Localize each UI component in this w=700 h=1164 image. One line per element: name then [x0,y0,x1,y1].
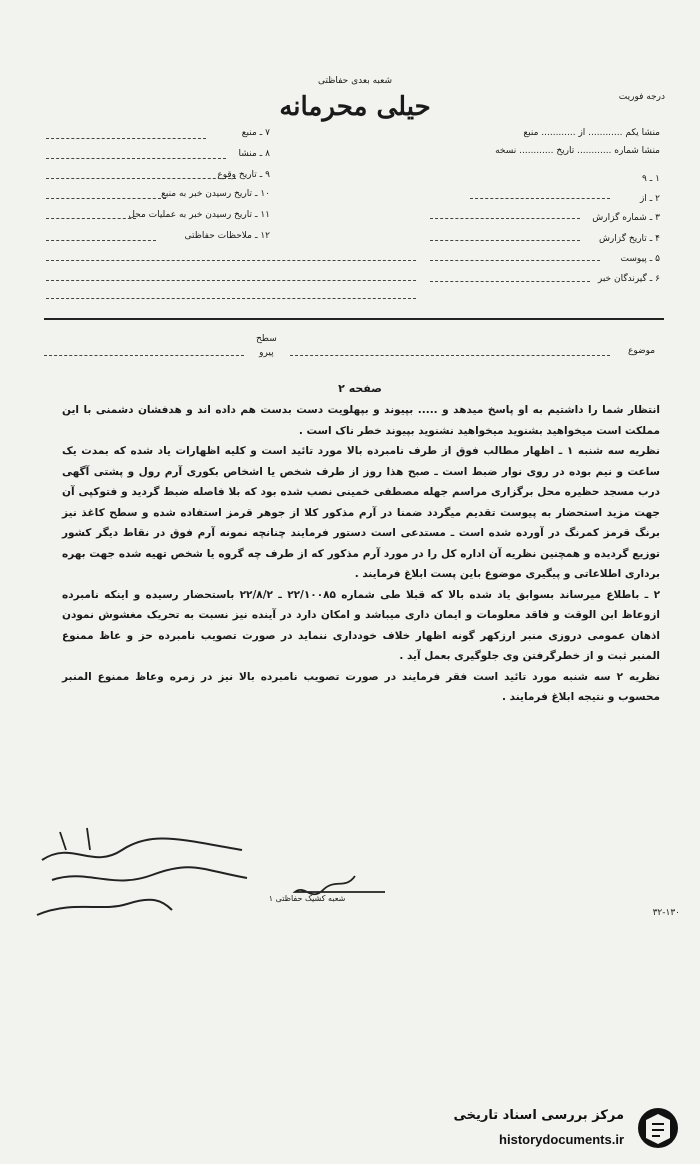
form-dash-line [430,260,600,261]
form-field-12: ۱۲ ـ ملاحظات حفاظتی [184,231,270,241]
department-label: شعبه بعدی حفاظتی [318,76,392,86]
form-dash-line [46,298,416,299]
form-field-3: ۳ ـ شماره گزارش [592,213,660,223]
paragraph: نظریه سه شنبه ۱ ـ اظهار مطالب فوق از طرف نامبرده بالا مورد تائید است و کلیه اظهارات یاد شده که بمدت یک ساعت و نیم بوده در روی نوار ضبط است ـ صبح هذا روز از طرف شخص یا اشخاص بکوری آرم رول و پشتی آگهی درب مسجد حظیره محل برگزاری مراسم جهله مصطفی خمینی نصب شده بود که بلا فاصله ضبط گردید و فتوکپی آن جهت مزید استحضار به پیوست تقدیم میگردد ضمنا در آرم مذکور کلا از جوهر قرمز استفاده شده و سطح کاغذ نیز برنگ قرمز کمرنگ در آورده شده است ـ مستدعی است دستور فرمایند چنانچه نمونه آرم فوق در نقاط دیگر کشور توزیع گردیده و همچنین نظریه آن اداره کل را در مورد آرم مذکور که از طرف چه گروه یا شخص تهیه شده جهت بهره برداری اطلاعاتی و پیگیری موضوع باین پست ابلاغ فرمایند . [62,445,660,580]
handwritten-note-text [32,1000,33,1001]
form-dash-line [430,240,580,241]
form-field-7: ۷ ـ منبع [241,128,270,138]
form-field-8: ۸ ـ منشا [238,149,270,159]
signature-caption: شعبه کشیک حفاظتی ۱ [268,894,346,903]
form-dash-line [46,198,166,199]
archive-logo-icon [630,1104,686,1152]
form-dash-line [46,260,416,261]
form-field-9: ۹ ـ تاریخ وقوع [217,170,270,180]
paragraph: ۲ ـ باطلاع میرساند بسوابق یاد شده بالا که قبلا طی شماره ۲۲/۱۰۰۸۵ ـ ۲۲/۸/۲ باستحضار رسیده و اینکه نامبرده ازوعاظ ابن الوقت و فاقد معلومات و ایمان داری میباشد و امکان دارد در آینده نیز نسبت به تحریک مغشوش نمودن اذهان عمومی دروزی منبر ارزکهر گونه اظهار خلاف خودداری ننماید در صورت تصویب نامبرده حز و عاظ ممنوع المنبر ثبت و از خطرگرفتن وی جلوگیری بعمل آید . [62,588,660,662]
paragraph: انتظار شما را داشتیم به او پاسخ میدهد و ..... بپیوند و بپهلویت دست بدست هم داده اند و هدفشان دشمنی با این مملکت است میخواهید بشنوید میخواهید نشنوید بپیوند خطر ناک است . [62,404,660,437]
form-field-5: ۵ ـ پیوست [620,254,660,264]
watermark-url: historydocuments.ir [499,1132,624,1147]
subject-dash-line [290,355,610,356]
form-dash-line [46,280,416,281]
subject-label: موضوع [628,346,656,356]
handwritten-note [32,820,272,930]
form-field-2: ۲ ـ از [639,194,660,204]
form-field-origin: منشا یکم ............ از ............ منبع [523,128,660,138]
form-field-10: ۱۰ ـ تاریخ رسیدن خبر به منبع [161,189,270,199]
form-field-1: ۱ ـ ۹ [641,174,660,184]
form-field-6: ۶ ـ گیرندگان خبر [597,274,660,284]
form-field-number: منشا شماره ............ تاریخ ............ نسخه [495,146,660,156]
seal-label [256,332,277,360]
form-field-11: ۱۱ ـ تاریخ رسیدن خبر به عملیات محل [128,210,270,220]
form-dash-line [470,198,610,199]
form-dash-line [46,138,206,139]
seal-text: سطح پیرو [256,334,277,358]
form-dash-line [430,281,590,282]
form-dash-line [46,178,236,179]
form-dash-line [46,158,226,159]
document-body [62,400,660,708]
form-dash-line [430,218,580,219]
page-number-label: صفحه ۲ [338,382,382,395]
paragraph: نظریه ۲ سه شنبه مورد تائید است فقر فرمایند در صورت تصویب نامبرده بالا نیز در زمره وعاظ ممنوع المنبر محسوب و نتیجه ابلاغ فرمایند . [62,670,660,703]
subject-dash-line [44,355,244,356]
watermark-title: مرکز بررسی اسناد تاریخی [453,1108,624,1123]
reference-number: ۳۲-۱۳۰ [652,908,680,918]
form-dash-line [46,240,156,241]
urgency-label: درجه فوریت [618,92,665,102]
form-field-4: ۴ ـ تاریخ گزارش [598,234,660,244]
classification-title: حیلی محرمانه [279,92,431,122]
header-separator [44,318,664,320]
form-dash-line [46,218,136,219]
